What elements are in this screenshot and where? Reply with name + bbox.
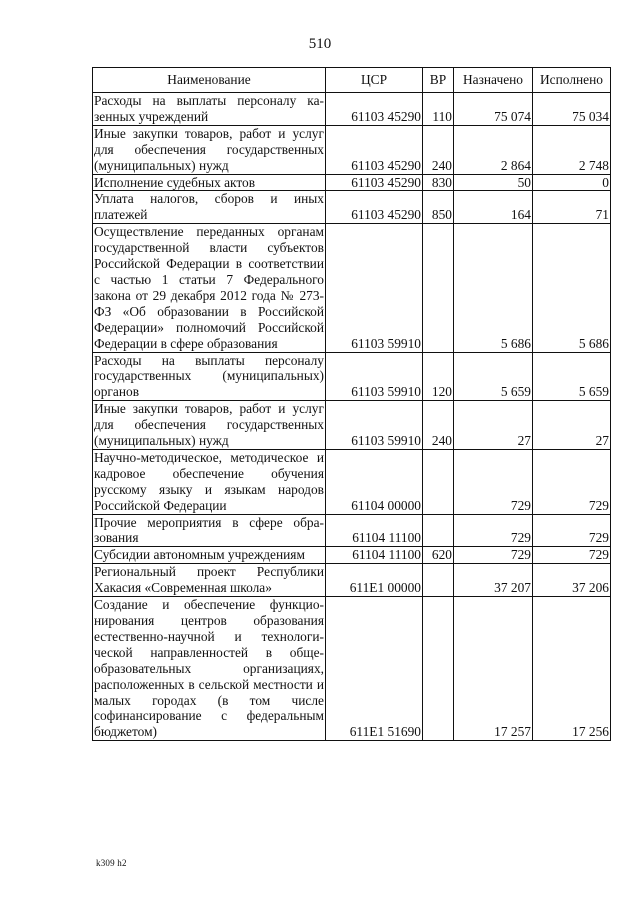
row-csr-cell: 61103 59910	[326, 401, 423, 450]
row-vr-cell: 850	[423, 191, 454, 224]
table-row	[93, 597, 611, 741]
row-assigned-cell: 5 659	[454, 352, 533, 401]
row-name-cell: Иные закупки товаров, работ и услуг для обеспечения государственных (муниципальных) нужд	[94, 125, 324, 173]
row-csr-cell: 61104 00000	[326, 449, 423, 514]
row-name-cell: Научно-методическое, методическое и кадровое обеспечение обучения русскому языку и языкам народов Российской Федерации	[94, 449, 324, 513]
row-vr-cell: 830	[423, 174, 454, 191]
row-csr-cell: 61103 59910	[326, 352, 423, 401]
table-row	[93, 352, 611, 401]
column-header-executed: Исполнено	[533, 68, 611, 93]
row-executed-cell: 5 686	[533, 224, 611, 352]
row-executed-cell: 17 256	[533, 597, 611, 741]
budget-table	[92, 67, 611, 741]
row-assigned-cell: 164	[454, 191, 533, 224]
row-vr-cell	[423, 597, 454, 741]
row-vr-cell	[423, 449, 454, 514]
row-name-cell: Создание и обеспечение функционирования центров образования естественно-научной и технологической направленностей в общеобразовательных организациях, расположенных в сельской местности и малых городах (в том числе софинансирование с федеральным бюджетом)	[94, 597, 324, 740]
table-row	[93, 449, 611, 514]
row-csr-cell: 611E1 51690	[326, 597, 423, 741]
row-csr-cell: 61103 45290	[326, 125, 423, 174]
row-csr-cell: 61103 45290	[326, 191, 423, 224]
table-row	[93, 224, 611, 352]
row-name-cell: Прочие мероприятия в сфере образования	[94, 514, 324, 546]
row-csr-cell: 61103 45290	[326, 174, 423, 191]
row-assigned-cell: 37 207	[454, 564, 533, 597]
row-executed-cell: 5 659	[533, 352, 611, 401]
footer-code: k309 h2	[96, 858, 127, 868]
row-vr-cell: 240	[423, 125, 454, 174]
table-row	[93, 174, 611, 191]
row-vr-cell: 620	[423, 547, 454, 564]
row-name-cell: Исполнение судебных актов	[93, 174, 326, 191]
row-assigned-cell: 729	[454, 449, 533, 514]
row-vr-cell: 110	[423, 93, 454, 126]
row-name-cell: Региональный проект Республики Хакасия «Современная школа»	[94, 564, 324, 596]
row-name-cell: Уплата налогов, сборов и иных платежей	[94, 191, 324, 223]
row-executed-cell: 0	[533, 174, 611, 191]
row-vr-cell	[423, 514, 454, 547]
column-header-name: Наименование	[93, 68, 326, 93]
row-executed-cell: 729	[533, 514, 611, 547]
row-executed-cell: 75 034	[533, 93, 611, 126]
row-executed-cell: 27	[533, 401, 611, 450]
row-csr-cell: 61104 11100	[326, 547, 423, 564]
row-vr-cell: 120	[423, 352, 454, 401]
row-assigned-cell: 75 074	[454, 93, 533, 126]
row-assigned-cell: 27	[454, 401, 533, 450]
column-header-csr: ЦСР	[326, 68, 423, 93]
row-csr-cell: 61104 11100	[326, 514, 423, 547]
row-name-cell: Расходы на выплаты персоналу казенных учреждений	[94, 93, 324, 124]
row-vr-cell	[423, 224, 454, 352]
row-name-cell: Иные закупки товаров, работ и услуг для обеспечения государственных (муниципальных) нужд	[94, 401, 324, 449]
row-assigned-cell: 17 257	[454, 597, 533, 741]
table-row	[93, 191, 611, 224]
row-vr-cell: 240	[423, 401, 454, 450]
row-assigned-cell: 729	[454, 514, 533, 547]
row-vr-cell	[423, 564, 454, 597]
column-header-assigned: Назначено	[454, 68, 533, 93]
table-row	[93, 125, 611, 174]
table-row	[93, 547, 611, 564]
row-executed-cell: 37 206	[533, 564, 611, 597]
row-assigned-cell: 50	[454, 174, 533, 191]
row-name-cell: Расходы на выплаты персоналу государственных (муниципальных) органов	[94, 352, 324, 400]
row-assigned-cell: 5 686	[454, 224, 533, 352]
table-row	[93, 564, 611, 597]
table-row	[93, 93, 611, 126]
row-executed-cell: 729	[533, 547, 611, 564]
row-name-cell: Осуществление переданных органам государственной власти субъектов Российской Федерации в соответствии с частью 1 статьи 7 Федерального закона от 29 декабря 2012 года № 273-ФЗ «Об образовании в Российской Федерации» полномочий Российской Федерации в сфере образования	[94, 224, 324, 351]
row-csr-cell: 611E1 00000	[326, 564, 423, 597]
page-number: 510	[308, 36, 332, 52]
table-row	[93, 514, 611, 547]
row-assigned-cell: 2 864	[454, 125, 533, 174]
row-csr-cell: 61103 45290	[326, 93, 423, 126]
table-header-row	[93, 68, 611, 93]
column-header-vr: ВР	[423, 68, 454, 93]
table-row	[93, 401, 611, 450]
row-executed-cell: 71	[533, 191, 611, 224]
row-executed-cell: 729	[533, 449, 611, 514]
row-assigned-cell: 729	[454, 547, 533, 564]
row-csr-cell: 61103 59910	[326, 224, 423, 352]
row-executed-cell: 2 748	[533, 125, 611, 174]
row-name-cell: Субсидии автономным учреждениям	[93, 547, 326, 564]
